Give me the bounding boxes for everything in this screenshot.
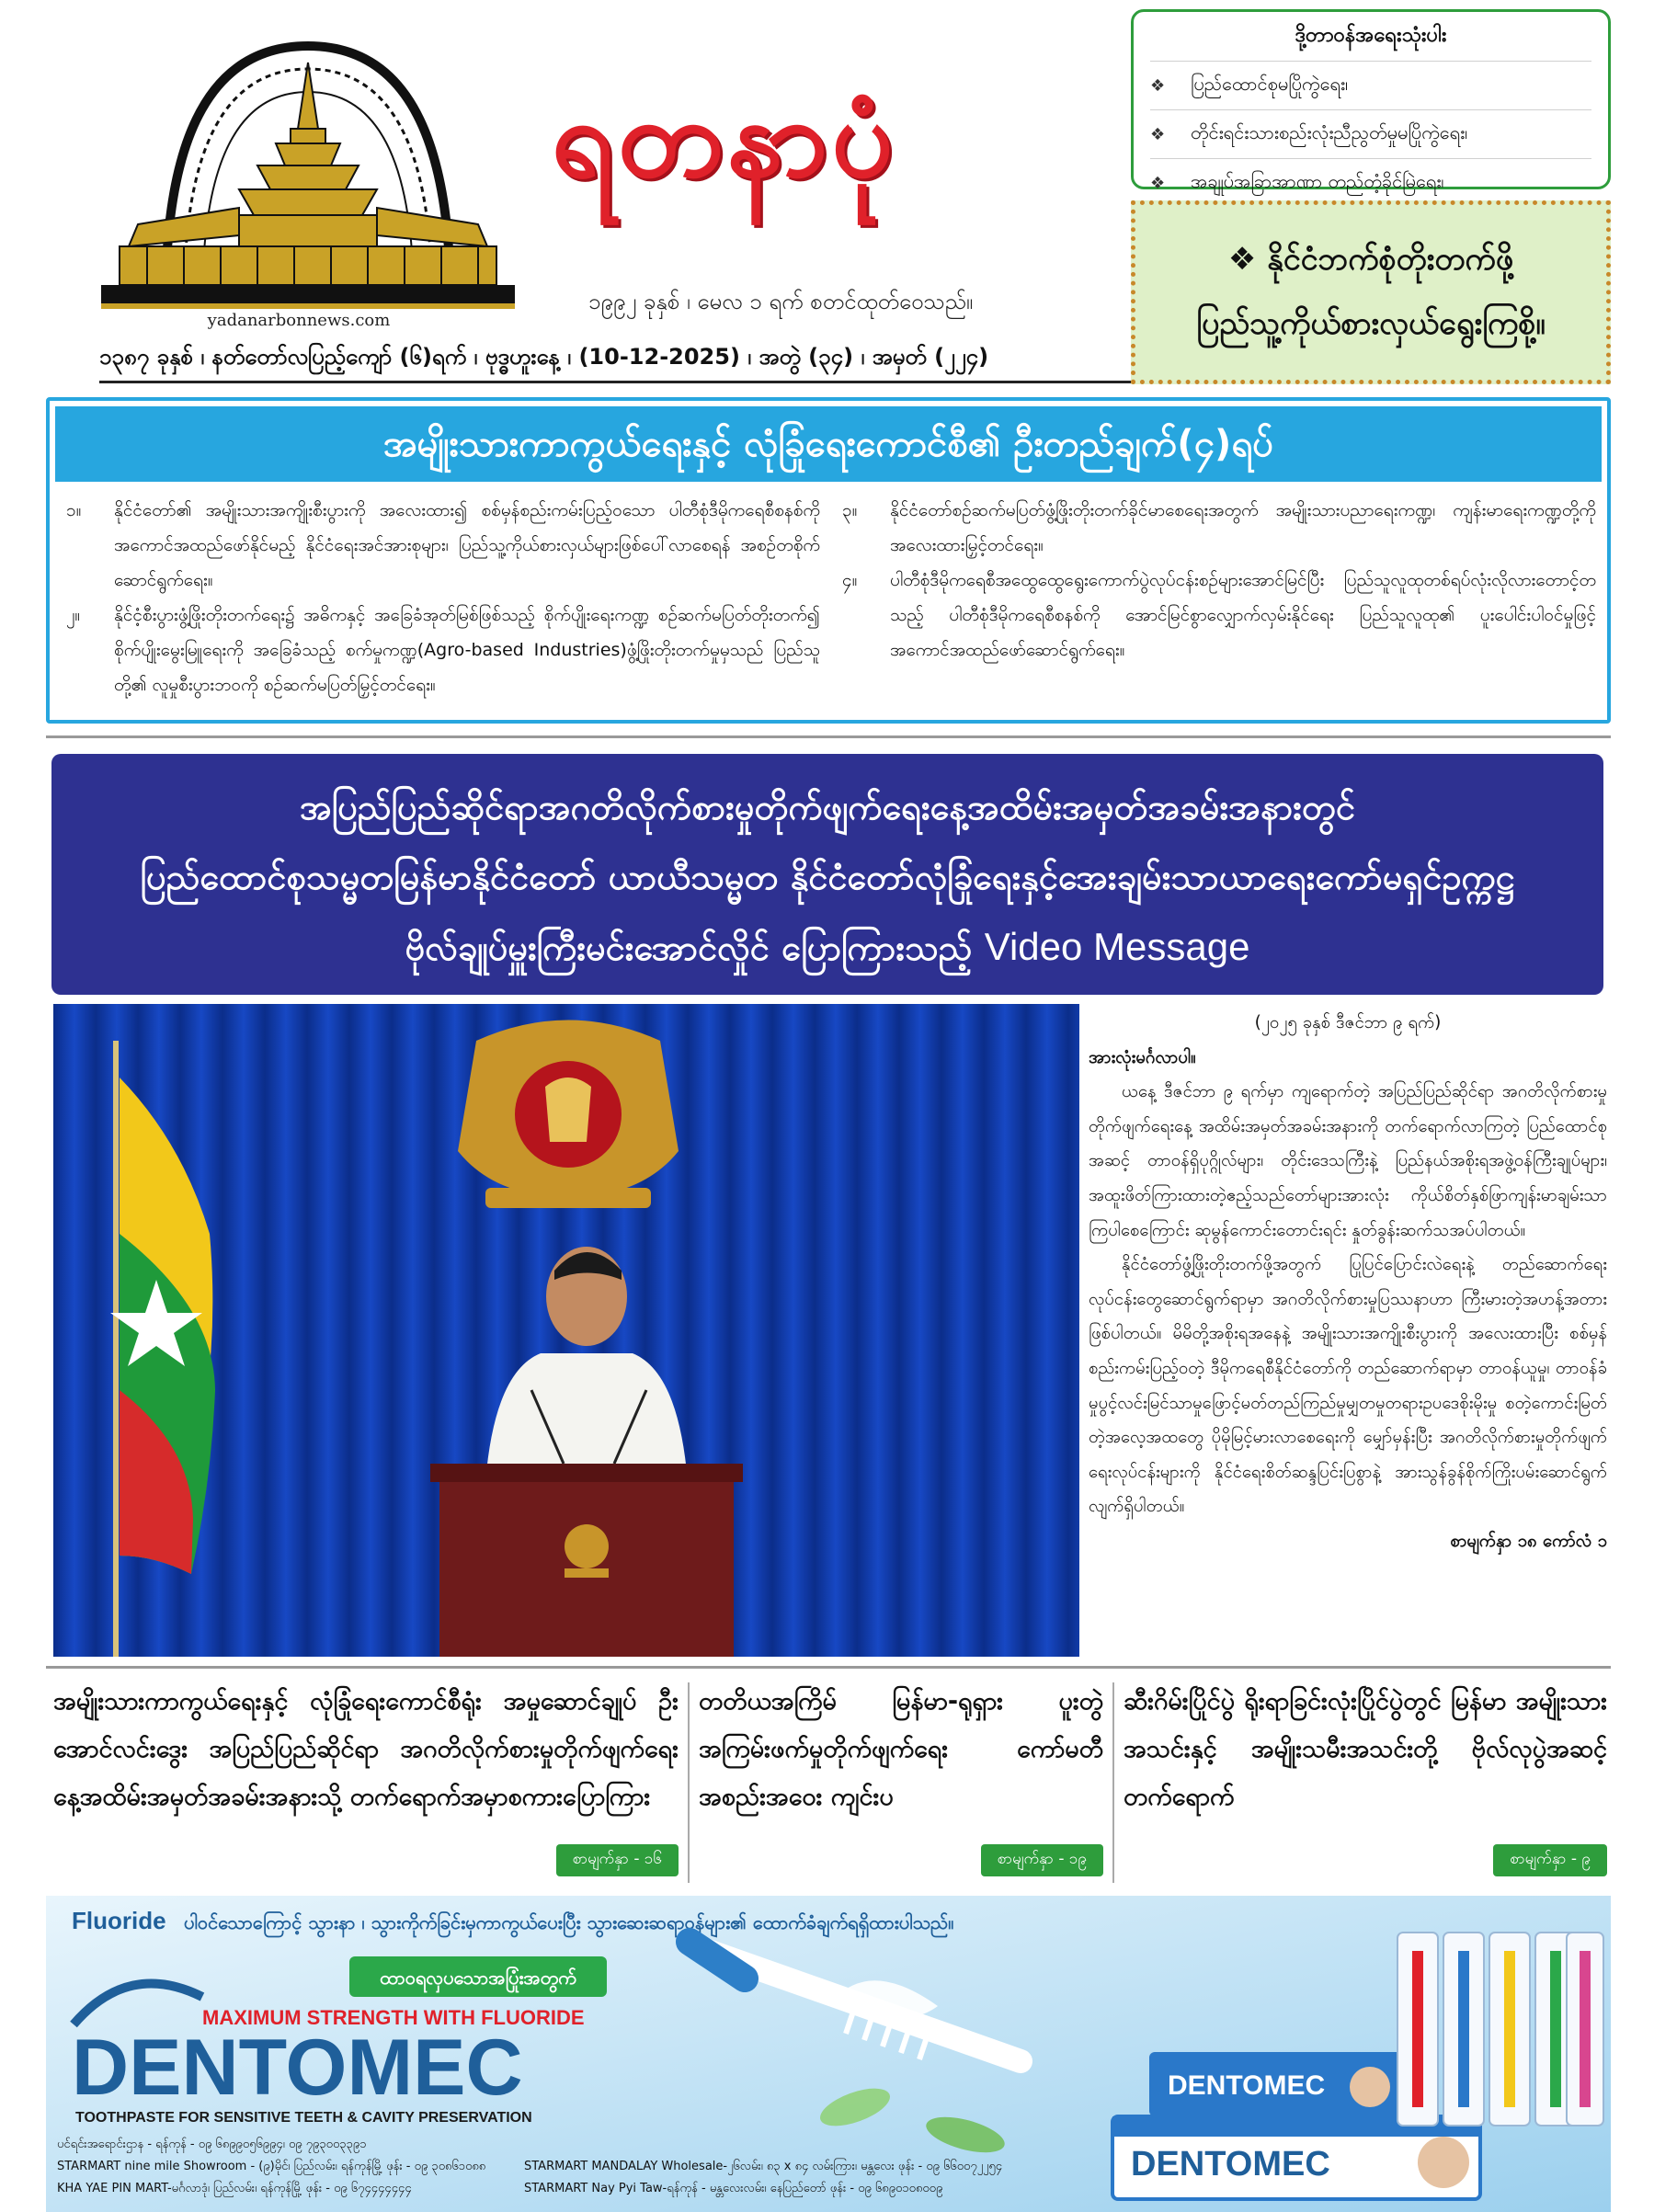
story-teaser[interactable] — [53, 1678, 679, 1889]
continued-on-page: စာမျက်နှာ ၁၈ ကော်လံ ၁ — [1450, 1531, 1607, 1551]
page-reference-badge: စာမျက်နှာ - ၁၉ — [981, 1844, 1103, 1876]
duty-text: အချုပ်အခြာအာဏာ တည်တံ့ခိုင်မြဲရေး၊ — [1191, 170, 1444, 192]
duty-text: တိုင်းရင်းသားစည်းလုံးညီညွတ်မှုမပြိုကွဲရေး၊ — [1191, 121, 1468, 143]
column-separator — [688, 1682, 690, 1883]
duty-text: ပြည်ထောင်စုမပြိုကွဲရေး၊ — [1191, 73, 1349, 95]
pack-brand: DENTOMEC — [1168, 2070, 1326, 2101]
lead-headline — [51, 754, 1603, 995]
objective-text: နိုင်ငံတော်စဉ်ဆက်မပြတ်ဖွံ့ဖြိုးတိုးတက်ခိုင်မာစေရေးအတွက် အမျိုးသားပညာရေးကဏ္ဍ၊ ကျန်းမာရေးကဏ္ဍတို့ကို အလေးထားမြှင့်တင်ရေး။ — [890, 500, 1596, 555]
section-rule — [46, 735, 1611, 738]
objective-item — [66, 598, 820, 702]
ad-contact: STARMART MANDALAY Wholesale-၂၆လမ်း၊ ၈၃ x ၈၄ လမ်းကြား၊ မန္တလေး ဖုန်း - ၀၉ ၆၆၀၀၇၂၂၅၄ — [524, 2160, 1003, 2173]
ad-contact: ပင်ရင်းအရောင်းဌာန - ရန်ကုန် - ၀၉ ၆၈၉၉၀၅၆၉၉၄၊ ၀၉ ၇၉၃၀၀၃၃၉၁ — [57, 2138, 367, 2151]
headline-line-2: ပြည်ထောင်စုသမ္မတမြန်မာနိုင်ငံတော် ယာယီသမ္မတ နိုင်ငံတော်လုံခြုံရေးနှင့်အေးချမ်းသာယာရေးကော်မရှင်ဥက္ကဋ္ဌ — [140, 857, 1515, 897]
objective-item — [66, 493, 820, 598]
newspaper-title: ရတနာပုံ — [552, 74, 897, 201]
ad-banner-fluoride: Fluoride — [72, 1907, 166, 1934]
article-date: (၂၀၂၅ ခုနှစ် ဒီဇင်ဘာ ၉ ရက်) — [1254, 1013, 1442, 1032]
headline-line-3-text: ဗိုလ်ချုပ်မှူးကြီးမင်းအောင်လှိုင် ပြောကြားသည့် — [405, 928, 973, 968]
headline-video-message: Video Message — [984, 925, 1250, 968]
ad-contact: KHA YAE PIN MART-မင်္ဂလာဒုံ၊ ပြည်လမ်း၊ ရန်ကုန်မြို့ ဖုန်း - ၀၉ ၆၇၄၄၄၄၄၄၄ — [57, 2182, 412, 2195]
founded-line: ၁၉၉၂ ခုနှစ် ၊ မေလ ၁ ရက် စတင်ထုတ်ဝေသည်။ — [588, 289, 974, 314]
objective-number: ၃။ — [842, 500, 858, 520]
story-teaser[interactable] — [1124, 1678, 1607, 1889]
palace-logo — [101, 28, 515, 331]
diamond-bullet-icon: ❖ — [1150, 75, 1166, 96]
motto-line-1: ❖ နိုင်ငံဘက်စုံတိုးတက်ဖို့ — [1227, 241, 1514, 278]
headline-line-1: အပြည်ပြည်ဆိုင်ရာအဂတိလိုက်စားမှုတိုက်ဖျက်ရေးနေ့အထိမ်းအမှတ်အခမ်းအနားတွင် — [299, 787, 1356, 827]
objective-text: နိုင်ငံ့စီးပွားဖွံ့ဖြိုးတိုးတက်ရေး၌ အဓိကနှင့် အခြေခံအုတ်မြစ်ဖြစ်သည့် စိုက်ပျိုးရေးကဏ္ဍ စဉ်ဆက်မပြတ်တိုးတက်၍ စိုက်ပျိုးမွေးမြူရေးကို အခြေခံသည့် စက်မှုကဏ္ဍ(Agro-based Industries)ဖွံ့ဖြိုးတိုးတက်မှုမှသည် ပြည်သူတို့၏ လူမှုစီးပွားဘဝကို စဉ်ဆက်မပြတ်မြှင့်တင်ရေး။ — [114, 605, 820, 695]
ad-slogan: ထာဝရလှပသောအပြုံးအတွက် — [380, 1967, 576, 1989]
objective-number: ၁။ — [66, 500, 82, 520]
section-rule — [46, 1666, 1611, 1669]
video-message-article — [1089, 1006, 1607, 1657]
ad-brand: DENTOMEC — [72, 2024, 523, 2112]
article-paragraph: ယနေ့ ဒီဇင်ဘာ ၉ ရက်မှာ ကျရောက်တဲ့ အပြည်ပြည်ဆိုင်ရာ အဂတိလိုက်စားမှုတိုက်ဖျက်ရေးနေ့ အထိမ်းအမှတ်အခမ်းအနားကို တက်ရောက်လာကြတဲ့ ပြည်ထောင်စုအဆင့် တာဝန်ရှိပုဂ္ဂိုလ်များ၊ တိုင်းဒေသကြီးနဲ့ ပြည်နယ်အစိုးရအဖွဲ့ဝန်ကြီးချုပ်များ၊ အထူးဖိတ်ကြားထားတဲ့ဧည့်သည်တော်များအားလုံး ကိုယ်စိတ်နှစ်ဖြာကျန်းမာချမ်းသာကြပါစေကြောင်း ဆုမွန်ကောင်းတောင်းရင်း နှုတ်ခွန်းဆက်သအပ်ပါတယ်။ — [1089, 1082, 1607, 1240]
ad-tagline: TOOTHPASTE FOR SENSITIVE TEETH & CAVITY PRESERVATION — [75, 2110, 532, 2126]
story-teaser-text: ဆီးဂိမ်းပြိုင်ပွဲ ရိုးရာခြင်းလုံးပြိုင်ပွဲတွင် မြန်မာ အမျိုးသားအသင်းနှင့် အမျိုးသမီးအသင်းတို့ ဗိုလ်လုပွဲအဆင့် တက်ရောက် — [1124, 1687, 1607, 1811]
duty-item — [1150, 109, 1591, 158]
page-reference-badge: စာမျက်နှာ - ၁၆ — [556, 1844, 679, 1876]
objective-item — [842, 493, 1596, 563]
ad-banner-text: ပါဝင်သောကြောင့် သွားနာ ၊ သွားကိုက်ခြင်းမှကာကွယ်ပေးပြီး သွားဆေးဆရာဝန်များ၏ ထောက်ခံချက်ရရှိထားပါသည်။ — [184, 1911, 954, 1933]
website-url: yadanarbonnews.com — [207, 311, 391, 330]
diamond-bullet-icon: ❖ — [1150, 124, 1166, 144]
objective-text: နိုင်ငံတော်၏ အမျိုးသားအကျိုးစီးပွားကို အလေးထား၍ စစ်မှန်စည်းကမ်းပြည့်ဝသော ပါတီစုံဒီမိုကရေစီစနစ်ကို အကောင်အထည်ဖော်နိုင်မည့် နိုင်ငံရေးအင်အားစုများ၊ ပြည်သူ့ကိုယ်စားလှယ်များဖြစ်ပေါ်လာစေရန် အစဉ်တစိုက်ဆောင်ရွက်ရေး။ — [114, 500, 820, 590]
objective-text: ပါတီစုံဒီမိုကရေစီအထွေထွေရွေးကောက်ပွဲလုပ်ငန်းစဉ်များအောင်မြင်ပြီး ပြည်သူလူထုတစ်ရပ်လုံးလိုလားတောင့်တသည့် ပါတီစုံဒီမိုကရေစီစနစ်ကို အောင်မြင်စွာလျှောက်လှမ်းနိုင်ရေး ပြည်သူလူထု၏ ပူးပေါင်းပါဝင်မှုဖြင့် အကောင်အထည်ဖော်ဆောင်ရွက်ရေး။ — [890, 570, 1596, 660]
motto-line-2: ပြည်သူ့ကိုယ်စားလှယ်ရွေးကြစို့။ — [1196, 305, 1546, 342]
headline-line-3 — [51, 912, 1603, 983]
page-reference-badge: စာမျက်နှာ - ၉ — [1493, 1844, 1607, 1876]
diamond-bullet-icon: ❖ — [1150, 173, 1166, 193]
dentomec-advert — [46, 1896, 1611, 2212]
article-paragraph: နိုင်ငံတော်ဖွံ့ဖြိုးတိုးတက်ဖို့အတွက် ပြုပြင်ပြောင်းလဲရေးနဲ့ တည်ဆောက်ရေးလုပ်ငန်းတွေဆောင်ရွက်ရာမှာ အဂတိလိုက်စားမှုပြဿနာဟာ ကြီးမားတဲ့အဟန့်အတားဖြစ်ပါတယ်။ မိမိတို့အစိုးရအနေနဲ့ အမျိုးသားအကျိုးစီးပွားကို အလေးထားပြီး စစ်မှန်စည်းကမ်းပြည့်ဝတဲ့ ဒီမိုကရေစီနိုင်ငံတော်ကို တည်ဆောက်ရာမှာ တာဝန်ယူမှု၊ တာဝန်ခံမှုပွင့်လင်းမြင်သာမှုဖြောင့်မတ်တည်ကြည်မှုမျှတမှုတရားဥပဒေစိုးမိုးမှု စတဲ့ကောင်းမြတ်တဲ့အလေ့အထတွေ ပိုမိုမြင့်မားလာစေရေးကို မျှော်မှန်းပြီး အဂတိလိုက်စားမှုတိုက်ဖျက်ရေးလုပ်ငန်းများကို နိုင်ငံရေးစိတ်ဆန္ဒပြင်းပြစွာနဲ့ အားသွန်ခွန်စိုက်ကြိုးပမ်းဆောင်ရွက်လျက်ရှိပါတယ်။ — [1089, 1255, 1607, 1517]
story-teaser[interactable] — [699, 1678, 1103, 1889]
objective-item — [842, 563, 1596, 667]
toothbrush-packs — [1397, 1933, 1603, 2126]
column-separator — [1112, 1682, 1114, 1883]
masthead — [0, 0, 1654, 395]
duty-item — [1150, 61, 1591, 109]
objective-number: ၄။ — [842, 570, 858, 590]
objectives-column-right — [842, 493, 1596, 667]
three-duties-box — [1131, 9, 1611, 193]
issue-dateline: ၁၃၈၇ ခုနှစ် ၊ နတ်တော်လပြည့်ကျော် (၆)ရက် ၊ ဗုဒ္ဓဟူးနေ့ ၊ (10-12-2025) ၊ အတွဲ (၃၄) ၊ အမှတ် (၂၂၄) — [99, 344, 989, 370]
ad-contact: STARMART nine mile Showroom - (၉)မိုင်၊ ပြည်လမ်း၊ ရန်ကုန်မြို့ ဖုန်း - ၀၉ ၃၀၈၆၁၀၈၈ — [57, 2160, 486, 2173]
story-teaser-text: အမျိုးသားကာကွယ်ရေးနှင့် လုံခြုံရေးကောင်စီရုံး အမှုဆောင်ချုပ် ဦးအောင်လင်းဒွေး အပြည်ပြည်ဆိုင်ရာ အဂတိလိုက်စားမှုတိုက်ဖျက်ရေးနေ့အထိမ်းအမှတ်အခမ်းအနားသို့ တက်ရောက်အမှာစကားပြောကြား — [53, 1687, 679, 1811]
article-greeting: အားလုံးမင်္ဂလာပါ။ — [1089, 1047, 1196, 1067]
council-objectives-box — [46, 397, 1611, 724]
lead-photo — [53, 1004, 1079, 1657]
ad-contact: STARMART Nay Pyi Taw-ရန်ကုန် - မန္တလေးလမ်း၊ နေပြည်တော် ဖုန်း - ၀၉ ၆၈၉၀၁၀၈၀၀၉ — [524, 2182, 943, 2195]
objective-number: ၂။ — [66, 605, 81, 625]
pack-brand: DENTOMEC — [1131, 2145, 1330, 2183]
podium — [430, 1464, 743, 1657]
objectives-title: အမျိုးသားကာကွယ်ရေးနှင့် လုံခြုံရေးကောင်စီ၏ ဦးတည်ချက်(၄)ရပ် — [55, 406, 1602, 482]
story-teaser-text: တတိယအကြိမ် မြန်မာ-ရုရှား ပူးတွဲ အကြမ်းဖက်မှုတိုက်ဖျက်ရေး ကော်မတီ အစည်းအဝေး ကျင်းပ — [699, 1687, 1103, 1811]
duties-title: ဒို့တာဝန်အရေးသုံးပါး — [1295, 24, 1447, 47]
objectives-column-left — [66, 493, 820, 702]
election-motto-box — [1131, 200, 1611, 384]
ad-strength: MAXIMUM STRENGTH WITH FLUORIDE — [202, 2006, 585, 2029]
